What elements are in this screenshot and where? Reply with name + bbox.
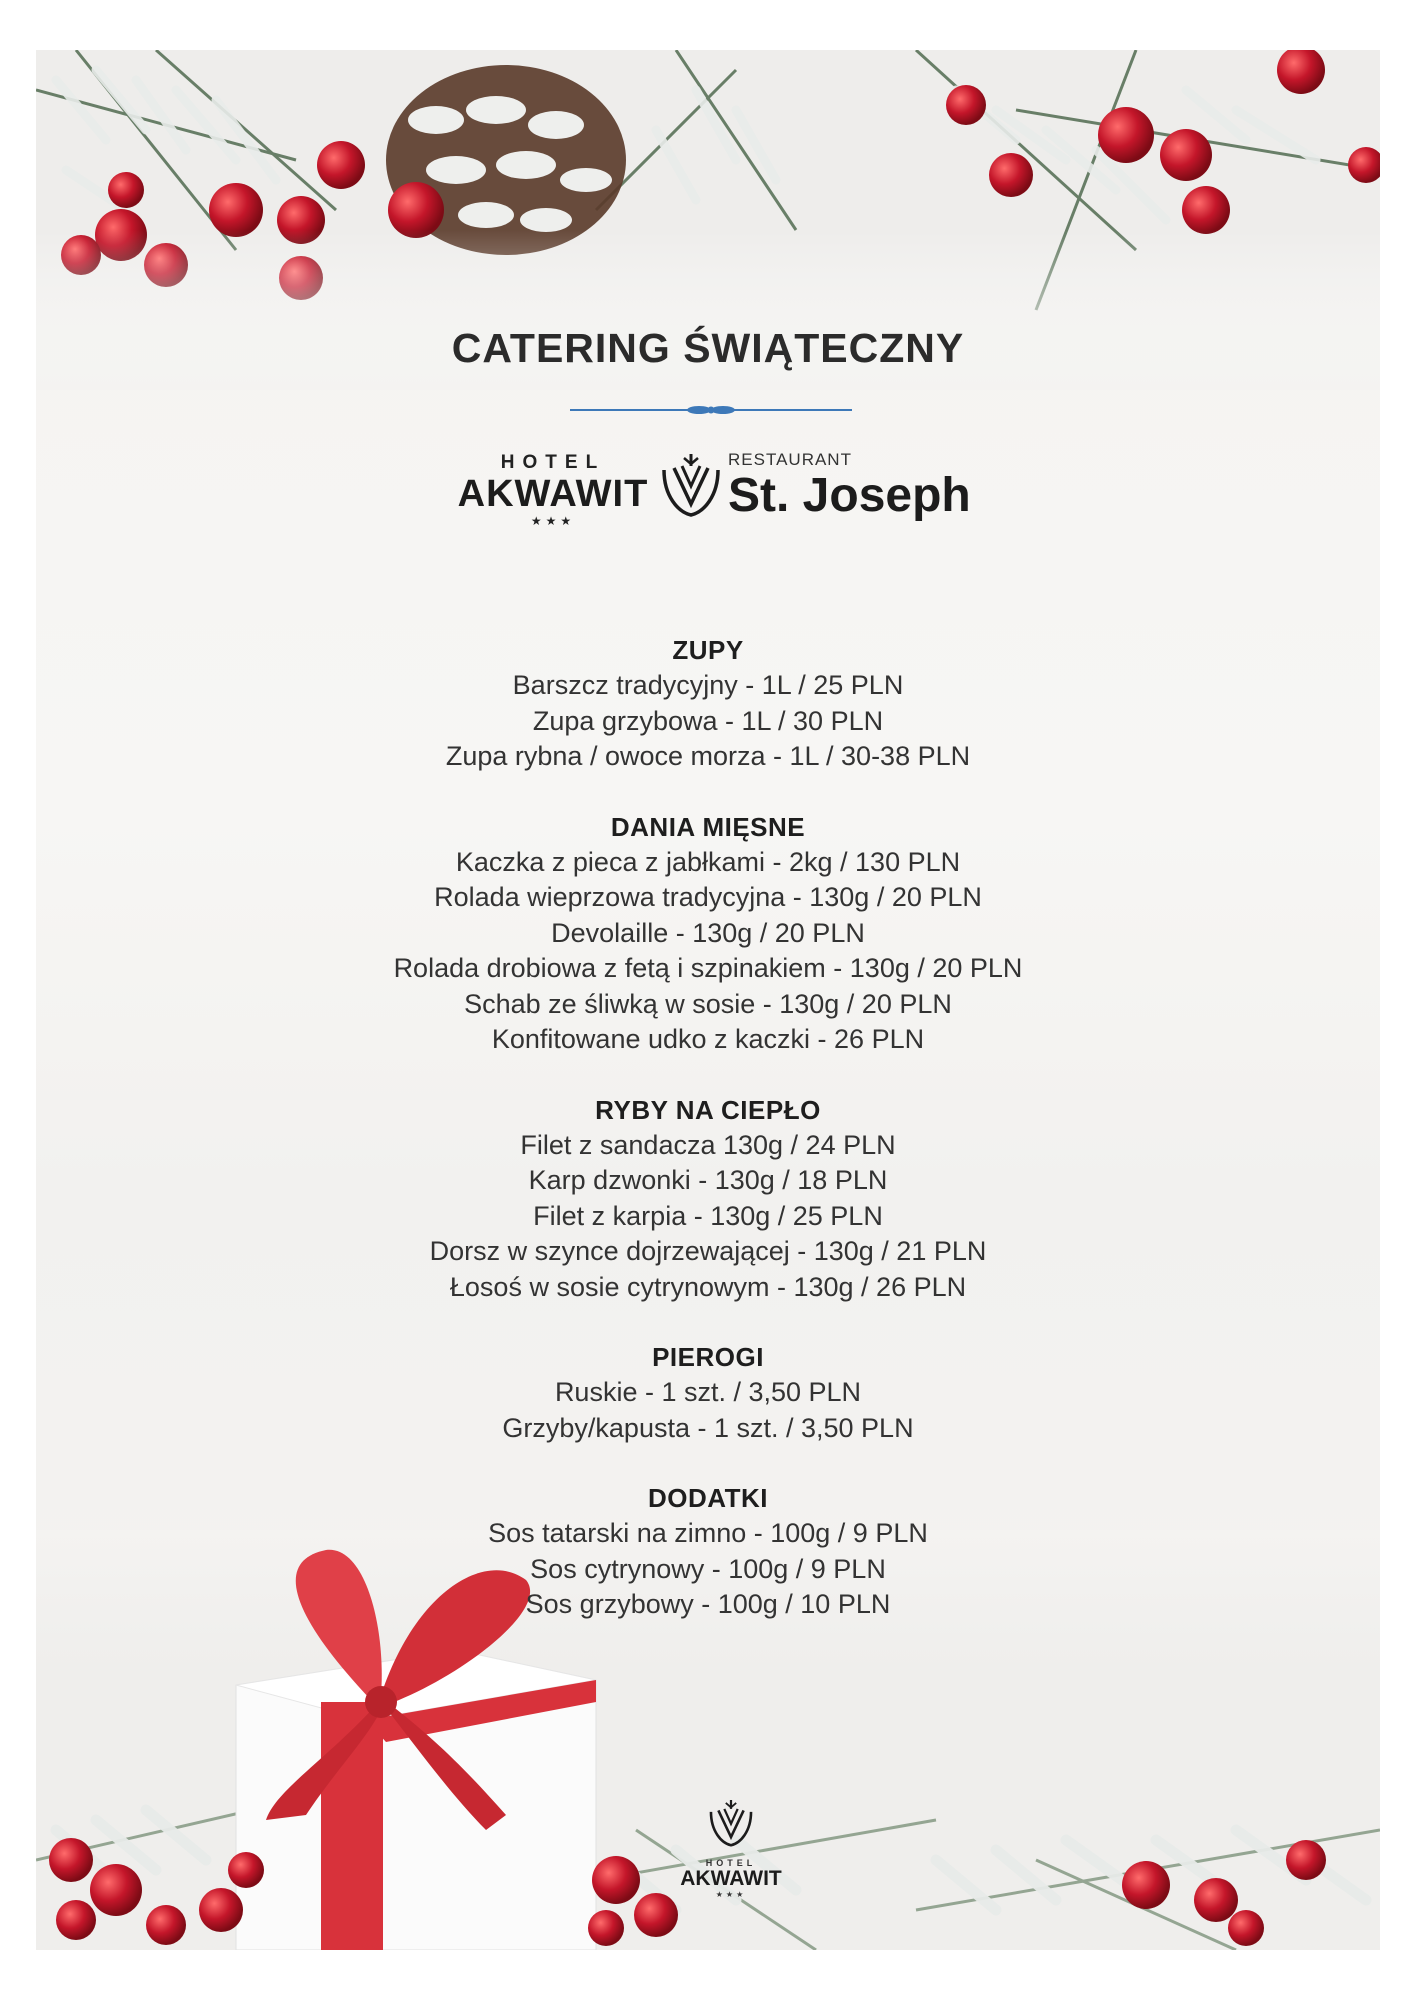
restaurant-st-joseph-wordmark <box>728 446 1018 532</box>
akwawit-emblem-icon <box>660 452 722 518</box>
section-heading: DANIA MIĘSNE <box>610 811 806 842</box>
menu-item: Rolada drobiowa z fetą i szpinakiem - 130g / 20 PLN <box>393 953 1023 983</box>
section-dania-miesne <box>36 809 1380 1058</box>
logo-restaurant-name: St. Joseph <box>728 469 971 522</box>
menu-item: Barszcz tradycyjny - 1L / 25 PLN <box>512 670 904 700</box>
menu-page <box>36 50 1380 1950</box>
menu-item: Konfitowane udko z kaczki - 26 PLN <box>491 1024 925 1054</box>
logo-hotel-name: AKWAWIT <box>457 473 649 515</box>
menu-item: Zupa rybna / owoce morza - 1L / 30-38 PLN <box>445 741 971 771</box>
footer-hotel-label: HOTEL <box>705 1858 757 1868</box>
menu-content <box>36 50 1380 1950</box>
section-heading: PIEROGI <box>652 1342 764 1372</box>
menu-item: Dorsz w szynce dojrzewającej - 130g / 21 PLN <box>429 1236 987 1266</box>
menu-item: Kaczka z pieca z jabłkami - 2kg / 130 PLN <box>455 846 961 877</box>
menu-item: Devolaille - 130g / 20 PLN <box>551 917 865 948</box>
akwawit-emblem-icon <box>708 1795 754 1851</box>
hotel-restaurant-logo <box>448 446 1008 532</box>
footer-hotel-name: AKWAWIT <box>680 1867 782 1890</box>
logo-restaurant-label: RESTAURANT <box>728 450 852 469</box>
menu-sections <box>36 632 1380 1657</box>
menu-item: Rolada wieprzowa tradycyjna - 130g / 20 PLN <box>434 882 982 912</box>
page-title: CATERING ŚWIĄTECZNY <box>451 325 965 371</box>
menu-item: Łosoś w sosie cytrynowym - 130g / 26 PLN <box>449 1271 967 1302</box>
section-heading: RYBY NA CIEPŁO <box>595 1094 821 1125</box>
logo-stars: ★★★ <box>530 514 576 528</box>
section-dodatki <box>36 1480 1380 1623</box>
menu-item: Sos grzybowy - 100g / 10 PLN <box>525 1589 891 1619</box>
logo-hotel-label: HOTEL <box>500 452 606 473</box>
section-ryby-na-cieplo <box>36 1092 1380 1306</box>
footer-hotel-logo <box>676 1795 786 1915</box>
menu-item: Karp dzwonki - 130g / 18 PLN <box>528 1165 888 1195</box>
menu-item: Filet z sandacza 130g / 24 PLN <box>520 1129 896 1160</box>
menu-item: Ruskie - 1 szt. / 3,50 PLN <box>554 1377 862 1407</box>
menu-item: Sos tatarski na zimno - 100g / 9 PLN <box>488 1518 928 1548</box>
ornamental-divider <box>570 404 852 416</box>
footer-stars: ★★★ <box>715 1890 747 1899</box>
menu-item: Schab ze śliwką w sosie - 130g / 20 PLN <box>464 988 952 1019</box>
section-heading: DODATKI <box>647 1483 768 1513</box>
menu-item: Zupa grzybowa - 1L / 30 PLN <box>532 705 884 736</box>
hotel-akwawit-wordmark <box>448 446 658 532</box>
section-pierogi <box>36 1339 1380 1446</box>
menu-item: Sos cytrynowy - 100g / 9 PLN <box>530 1553 886 1584</box>
section-heading: ZUPY <box>672 635 744 665</box>
section-zupy <box>36 632 1380 775</box>
menu-item: Filet z karpia - 130g / 25 PLN <box>533 1200 883 1231</box>
menu-item: Grzyby/kapusta - 1 szt. / 3,50 PLN <box>502 1412 914 1443</box>
